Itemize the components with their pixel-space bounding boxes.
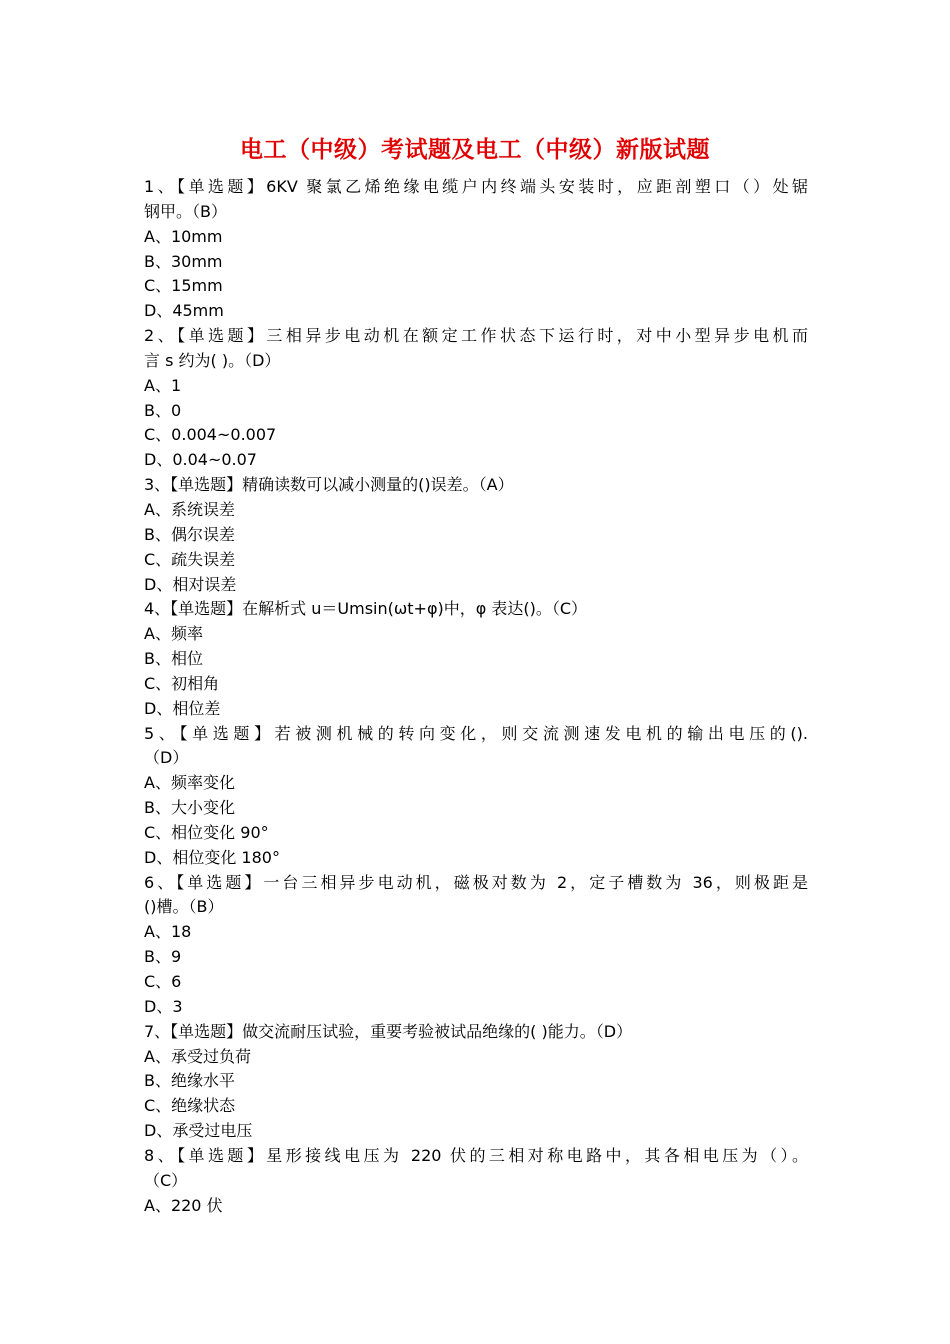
question-6-option-a: A、18 [144, 922, 192, 942]
question-4 [144, 597, 808, 721]
question-2-option-a: A、1 [144, 375, 182, 395]
question-5-stem-continued: （D） [144, 748, 189, 768]
question-1-option-b: B、30mm [144, 251, 223, 271]
question-3-option-d: D、相对误差 [144, 574, 237, 594]
question-2-stem-continued: 言 s 约为( )。（D） [144, 350, 281, 370]
question-5-option-c: C、相位变化 90° [144, 822, 269, 842]
question-list [144, 175, 808, 1218]
question-7 [144, 1020, 808, 1144]
question-5-option-d: D、相位变化 180° [144, 847, 280, 867]
question-7-stem: 7、【单选题】做交流耐压试验，重要考验被试品绝缘的( )能力。（D） [144, 1021, 633, 1041]
question-4-option-d: D、相位差 [144, 698, 221, 718]
question-2-option-d: D、0.04~0.07 [144, 450, 257, 470]
question-7-option-c: C、绝缘状态 [144, 1096, 236, 1116]
question-5-option-a: A、频率变化 [144, 773, 235, 793]
question-4-stem: 4、【单选题】在解析式 u＝Umsin(ωt+φ)中，φ 表达()。（C） [144, 599, 588, 619]
question-8-stem-continued: （C） [144, 1170, 188, 1190]
question-3-stem: 3、【单选题】精确读数可以减小测量的()误差。（A） [144, 475, 514, 495]
question-6-stem: 6、【单选题】一台三相异步电动机，磁极对数为 2，定子槽数为 36，则极距是 [144, 872, 808, 892]
question-4-option-c: C、初相角 [144, 673, 220, 693]
question-1-stem-continued: 钢甲。（B） [144, 201, 227, 221]
question-6-stem-continued: ()槽。（B） [144, 897, 224, 917]
question-4-option-a: A、频率 [144, 624, 203, 644]
question-2 [144, 324, 808, 473]
question-6-option-d: D、3 [144, 996, 183, 1016]
question-1-option-d: D、45mm [144, 301, 224, 321]
question-8 [144, 1144, 808, 1219]
question-7-option-a: A、承受过负荷 [144, 1046, 251, 1066]
question-6-option-c: C、6 [144, 972, 182, 991]
question-6 [144, 871, 808, 1020]
question-7-option-d: D、承受过电压 [144, 1121, 253, 1141]
question-8-option-a: A、220 伏 [144, 1195, 223, 1215]
question-6-option-b: B、9 [144, 947, 182, 967]
document-title: 电工（中级）考试题及电工（中级）新版试题 [240, 136, 710, 163]
question-1-option-a: A、10mm [144, 226, 223, 246]
question-3-option-b: B、偶尔误差 [144, 524, 235, 544]
question-3 [144, 473, 808, 597]
question-1 [144, 175, 808, 324]
question-5 [144, 722, 808, 871]
question-5-option-b: B、大小变化 [144, 798, 235, 818]
question-8-stem: 8、【单选题】星形接线电压为 220 伏的三相对称电路中，其各相电压为（）。 [144, 1145, 808, 1165]
question-7-option-b: B、绝缘水平 [144, 1071, 235, 1091]
question-2-option-b: B、0 [144, 400, 182, 420]
question-2-stem: 2、【单选题】三相异步电动机在额定工作状态下运行时，对中小型异步电机而 [144, 326, 808, 346]
question-3-option-c: C、疏失误差 [144, 549, 236, 569]
question-1-stem: 1、【单选题】6KV 聚氯乙烯绝缘电缆户内终端头安装时，应距剖塑口（）处锯 [144, 177, 808, 196]
question-1-option-c: C、15mm [144, 276, 223, 296]
question-3-option-a: A、系统误差 [144, 499, 235, 519]
question-5-stem: 5、【单选题】若被测机械的转向变化，则交流测速发电机的输出电压的(). [144, 723, 808, 743]
question-2-option-c: C、0.004~0.007 [144, 425, 277, 445]
question-4-option-b: B、相位 [144, 649, 203, 669]
